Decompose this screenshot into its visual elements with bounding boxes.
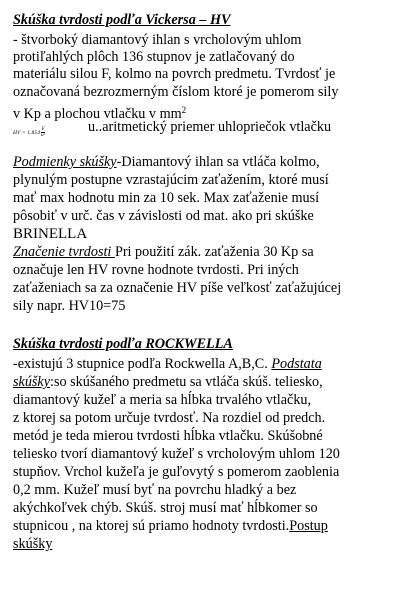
rockwell-line-3: diamantový kužeľ a meria sa hĺbka trvalého vtlačku,: [13, 392, 312, 408]
procedure-label-part-2: skúšky: [13, 536, 53, 552]
vickers-marking-line-4: sily napr. HV10=75: [13, 298, 126, 314]
vickers-conditions-line-4: pôsobiť v urč. čas v závislosti od mat. ako pri skúške: [13, 208, 314, 224]
vickers-marking-line-2: označuje len HV rovne hodnote tvrdosti. Pri iných: [13, 262, 299, 278]
rockwell-line-7: stupňov. Vrchol kužeľa je guľovytý s pomerom zaoblenia: [13, 464, 340, 480]
rockwell-line-11: [13, 536, 52, 553]
vickers-unit-text: v Kp a plochou vtlačku v mm: [13, 106, 182, 122]
rockwell-scale-text: stupnicou , na ktorej sú priamo hodnoty tvrdosti.: [13, 518, 290, 534]
rockwell-essence-text: :so skúšaného predmetu sa vtláča skúš. teliesko,: [50, 374, 323, 390]
vickers-formula-row: [13, 122, 45, 142]
vickers-conditions-line-1: [13, 154, 320, 171]
vickers-intro-line-1: - štvorboký diamantový ihlan s vrcholovým uhlom: [13, 32, 302, 48]
vickers-intro-line-4: označovaná bezrozmerným číslom ktoré je pomerom sily: [13, 84, 339, 100]
conditions-label: Podmienky skúšky: [13, 154, 117, 170]
vickers-intro-line-2: protiľahlých plôch 136 stupnov je zatlačovaný do: [13, 49, 295, 65]
vickers-formula: [13, 127, 46, 139]
vickers-conditions-line-3: mať max hodnotu min za 10 sek. Max zaťaženie musí: [13, 190, 320, 206]
formula-denominator: u²: [41, 133, 46, 139]
vickers-formula-description: u..aritmetický priemer uhlopriečok vtlačku: [88, 119, 332, 135]
rockwell-line-1: [13, 356, 322, 373]
essence-label-part-1: Podstata: [271, 356, 322, 372]
formula-numerator: F: [41, 127, 45, 133]
procedure-label-part-1: Postup: [289, 518, 328, 534]
essence-label-part-2: skúšky: [13, 374, 51, 390]
rockwell-line-5: metód je teda mierou tvrdosti hĺbka vtlačku. Skúšobné: [13, 428, 323, 444]
vickers-conditions-line-2: plynulým postupne vzrastajúcim zaťažením, ktoré musí: [13, 172, 329, 188]
marking-label: Značenie tvrdosti: [13, 244, 115, 260]
vickers-marking-line-1: [13, 244, 314, 261]
rockwell-line-4: z ktorej sa potom určuje tvrdosť. Na rozdiel od predch.: [13, 410, 326, 426]
rockwell-line-2: [13, 374, 323, 391]
rockwell-line-6: teliesko tvorí diamantový kužeľ s vrcholovým uhlom 120: [13, 446, 340, 462]
vickers-intro-line-3: materiálu silou F, kolmo na povrch predmetu. Tvrdosť je: [13, 66, 336, 82]
vickers-unit-superscript: 2: [181, 105, 187, 115]
conditions-text: -Diamantový ihlan sa vtláča kolmo,: [116, 154, 320, 170]
rockwell-scales-text: -existujú 3 stupnice podľa Rockwella A,B,C.: [13, 356, 272, 372]
rockwell-line-9: akýchkoľvek chýb. Skúš. stroj musí mať hĺbkomer so: [13, 500, 318, 516]
rockwell-line-10: [13, 518, 328, 535]
rockwell-heading: Skúška tvrdosti podľa ROCKWELLA: [13, 336, 233, 352]
formula-lhs: HV = 1.854: [13, 130, 41, 136]
vickers-conditions-line-5: BRINELLA: [13, 226, 88, 242]
formula-fraction: [41, 127, 45, 138]
rockwell-line-8: 0,2 mm. Kužeľ musí byť na povrchu hladký a bez: [13, 482, 297, 498]
marking-text: Pri použití zák. zaťaženia 30 Kp sa: [114, 244, 314, 260]
vickers-heading: Skúška tvrdosti podľa Vickersa – HV: [13, 12, 231, 28]
vickers-marking-line-3: zaťaženiach sa za označenie HV píše veľkosť zaťažujúcej: [13, 280, 342, 296]
